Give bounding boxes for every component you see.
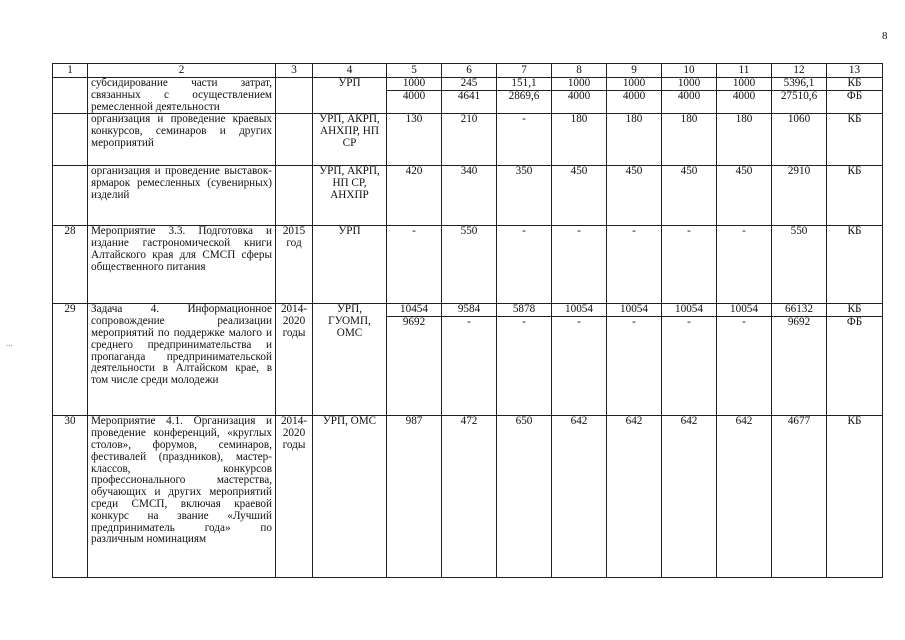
amount-cell — [497, 304, 552, 416]
amount-cell — [662, 304, 717, 416]
funding-source-cell — [827, 78, 883, 114]
amount-value: 642 — [625, 415, 643, 428]
amount-value: 4677 — [787, 415, 811, 428]
row-period: 2014-2020 годы — [276, 416, 313, 578]
amount-cell — [662, 166, 717, 226]
amount-cell — [552, 78, 607, 114]
amount-value: 9692 — [402, 316, 426, 329]
amount-cell — [607, 166, 662, 226]
funding-source-cell — [827, 226, 883, 304]
row-period — [276, 78, 313, 114]
row-description: субсидирование части затрат, связанных с осуществлением ремесленной деятельности — [88, 78, 276, 114]
amount-cell — [387, 416, 442, 578]
row-executors: УРП, ОМС — [313, 416, 387, 578]
amount-cell — [497, 78, 552, 114]
funding-source-cell — [827, 114, 883, 166]
amount-value: 1000 — [607, 78, 661, 91]
amount-value: 66132 — [772, 304, 826, 317]
amount-value: - — [687, 316, 691, 329]
amount-value: 1000 — [717, 78, 771, 91]
amount-value: - — [412, 225, 416, 238]
amount-value: 180 — [570, 113, 588, 126]
amount-value: 10454 — [387, 304, 441, 317]
amount-value: 245 — [442, 78, 496, 91]
column-header-13: 13 — [827, 64, 883, 78]
amount-value: - — [632, 225, 636, 238]
amount-cell — [387, 166, 442, 226]
row-description: Мероприятие 4.1. Организация и проведение конференций, «круглых столов», форумов, семинаров, фестивалей (праздников), мастер-классов, конкурсов профессионального мастерства, обучающих и других мероприятий среди СМСП, включая краевой конкурс на звание «Лучший предприниматель года» по различным номинациям — [88, 416, 276, 578]
funding-source: ФБ — [846, 316, 863, 329]
amount-value: 4000 — [677, 89, 701, 102]
amount-value: - — [522, 316, 526, 329]
amount-value: 5396,1 — [772, 78, 826, 91]
row-period — [276, 166, 313, 226]
funding-source: КБ — [827, 78, 882, 91]
funding-source: КБ — [847, 415, 862, 428]
amount-value: 10054 — [662, 304, 716, 317]
amount-value: 4000 — [732, 89, 756, 102]
amount-cell — [607, 226, 662, 304]
row-description: Мероприятие 3.3. Подготовка и издание гастрономической книги Алтайского края для СМСП сферы общественного питания — [88, 226, 276, 304]
amount-value: - — [742, 316, 746, 329]
amount-cell — [552, 416, 607, 578]
amount-cell — [552, 226, 607, 304]
amount-value: 2910 — [787, 165, 811, 178]
page-number: 8 — [882, 30, 888, 42]
amount-value: 151,1 — [497, 78, 551, 91]
amount-cell — [607, 416, 662, 578]
row-executors: УРП, АКРП, НП СР, АНХПР — [313, 166, 387, 226]
amount-value: - — [632, 316, 636, 329]
amount-cell — [442, 226, 497, 304]
amount-value: - — [522, 113, 526, 126]
amount-cell — [772, 78, 827, 114]
funding-source-cell — [827, 166, 883, 226]
amount-value: 450 — [625, 165, 643, 178]
amount-value: 130 — [405, 113, 423, 126]
amount-cell — [387, 114, 442, 166]
amount-cell — [662, 114, 717, 166]
amount-value: 4000 — [567, 89, 591, 102]
amount-value: 27510,6 — [780, 89, 818, 102]
amount-cell — [662, 226, 717, 304]
column-header-9: 9 — [607, 64, 662, 78]
row-description: Задача 4. Информационное сопровождение реализации мероприятий по поддержке малого и среднего предпринимательства и пропаганда предпринимательской деятельности в Алтайском крае, в том числе среди молодежи — [88, 304, 276, 416]
amount-cell — [607, 114, 662, 166]
row-executors: УРП, АКРП, АНХПР, НП СР — [313, 114, 387, 166]
funding-source: КБ — [827, 304, 882, 317]
amount-cell — [717, 416, 772, 578]
table-row — [53, 304, 883, 416]
amount-value: 642 — [735, 415, 753, 428]
amount-cell — [772, 226, 827, 304]
amount-value: 180 — [735, 113, 753, 126]
amount-value: 4000 — [402, 89, 426, 102]
amount-cell — [717, 166, 772, 226]
amount-value: 10054 — [717, 304, 771, 317]
amount-cell — [772, 416, 827, 578]
row-period — [276, 114, 313, 166]
row-executors: УРП, ГУОМП, ОМС — [313, 304, 387, 416]
amount-cell — [552, 114, 607, 166]
amount-value: 450 — [680, 165, 698, 178]
amount-cell — [442, 304, 497, 416]
amount-value: 4000 — [622, 89, 646, 102]
amount-value: 10054 — [552, 304, 606, 317]
amount-value: - — [577, 316, 581, 329]
table-row — [53, 114, 883, 166]
amount-cell — [497, 114, 552, 166]
row-description: организация и проведение краевых конкурсов, семинаров и других мероприятий — [88, 114, 276, 166]
funding-source: КБ — [847, 165, 862, 178]
amount-value: 420 — [405, 165, 423, 178]
amount-cell — [662, 78, 717, 114]
amount-cell — [717, 226, 772, 304]
amount-value: 550 — [790, 225, 808, 238]
amount-cell — [442, 166, 497, 226]
column-header-7: 7 — [497, 64, 552, 78]
amount-cell — [387, 304, 442, 416]
amount-value: - — [522, 225, 526, 238]
funding-source: КБ — [847, 113, 862, 126]
column-header-5: 5 — [387, 64, 442, 78]
amount-cell — [607, 78, 662, 114]
margin-marks: ... — [6, 338, 13, 348]
row-number: 28 — [53, 226, 88, 304]
amount-cell — [717, 304, 772, 416]
amount-value: 1060 — [787, 113, 811, 126]
amount-value: 642 — [570, 415, 588, 428]
amount-value: 180 — [625, 113, 643, 126]
program-table — [52, 63, 883, 578]
header-row — [53, 64, 883, 78]
amount-value: 9692 — [787, 316, 811, 329]
amount-cell — [497, 416, 552, 578]
row-number: 30 — [53, 416, 88, 578]
amount-value: 5878 — [497, 304, 551, 317]
amount-value: - — [467, 316, 471, 329]
column-header-3: 3 — [276, 64, 313, 78]
amount-cell — [442, 416, 497, 578]
table-row — [53, 226, 883, 304]
table-row — [53, 166, 883, 226]
amount-cell — [387, 78, 442, 114]
row-period: 2014-2020 годы — [276, 304, 313, 416]
amount-cell — [387, 226, 442, 304]
amount-value: - — [577, 225, 581, 238]
column-header-11: 11 — [717, 64, 772, 78]
funding-source-cell — [827, 416, 883, 578]
amount-value: 340 — [460, 165, 478, 178]
table-row — [53, 78, 883, 114]
amount-value: 2869,6 — [508, 89, 540, 102]
amount-value: 210 — [460, 113, 478, 126]
amount-value: 350 — [515, 165, 533, 178]
amount-value: 10054 — [607, 304, 661, 317]
amount-value: 472 — [460, 415, 478, 428]
column-header-8: 8 — [552, 64, 607, 78]
row-period: 2015 год — [276, 226, 313, 304]
amount-value: 1000 — [387, 78, 441, 91]
amount-value: 450 — [735, 165, 753, 178]
row-number — [53, 114, 88, 166]
amount-cell — [442, 78, 497, 114]
column-header-1: 1 — [53, 64, 88, 78]
funding-source: ФБ — [846, 89, 863, 102]
column-header-2: 2 — [88, 64, 276, 78]
column-header-10: 10 — [662, 64, 717, 78]
column-header-6: 6 — [442, 64, 497, 78]
amount-value: 9584 — [442, 304, 496, 317]
amount-value: - — [687, 225, 691, 238]
column-header-4: 4 — [313, 64, 387, 78]
amount-cell — [662, 416, 717, 578]
amount-value: 987 — [405, 415, 423, 428]
amount-value: 642 — [680, 415, 698, 428]
amount-cell — [552, 166, 607, 226]
table-row — [53, 416, 883, 578]
amount-cell — [497, 166, 552, 226]
amount-value: 1000 — [552, 78, 606, 91]
amount-value: 180 — [680, 113, 698, 126]
amount-value: 550 — [460, 225, 478, 238]
amount-cell — [772, 114, 827, 166]
row-number: 29 — [53, 304, 88, 416]
amount-value: - — [742, 225, 746, 238]
amount-cell — [552, 304, 607, 416]
funding-source-cell — [827, 304, 883, 416]
amount-cell — [717, 78, 772, 114]
amount-cell — [717, 114, 772, 166]
amount-value: 4641 — [457, 89, 481, 102]
funding-source: КБ — [847, 225, 862, 238]
amount-cell — [497, 226, 552, 304]
amount-value: 450 — [570, 165, 588, 178]
row-number — [53, 78, 88, 114]
column-header-12: 12 — [772, 64, 827, 78]
row-description: организация и проведение выставок-ярмарок ремесленных (сувенирных) изделий — [88, 166, 276, 226]
amount-cell — [772, 166, 827, 226]
amount-cell — [607, 304, 662, 416]
row-executors: УРП — [313, 78, 387, 114]
amount-cell — [442, 114, 497, 166]
amount-value: 1000 — [662, 78, 716, 91]
amount-cell — [772, 304, 827, 416]
amount-value: 650 — [515, 415, 533, 428]
row-number — [53, 166, 88, 226]
row-executors: УРП — [313, 226, 387, 304]
